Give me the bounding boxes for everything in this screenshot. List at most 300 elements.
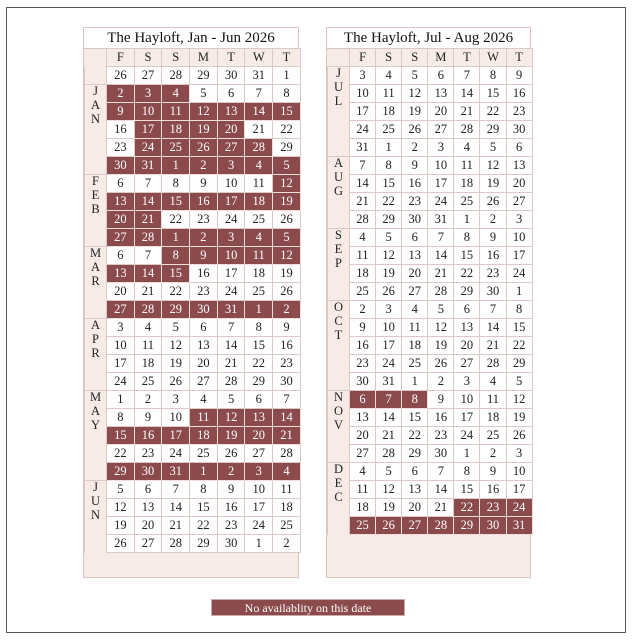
day-cell[interactable]: 22 [376,193,402,211]
day-cell[interactable]: 25 [480,427,506,445]
day-cell-unavailable[interactable]: 29 [162,301,190,319]
day-cell[interactable]: 20 [190,355,218,373]
day-cell[interactable]: 27 [454,355,480,373]
day-cell-unavailable[interactable]: 11 [245,247,273,265]
day-cell[interactable]: 15 [376,175,402,193]
day-cell-unavailable[interactable]: 5 [273,157,301,175]
day-cell[interactable]: 11 [350,247,376,265]
day-cell-unavailable[interactable]: 14 [134,193,162,211]
day-cell[interactable]: 4 [350,229,376,247]
day-cell[interactable]: 10 [245,481,273,499]
day-cell-unavailable[interactable]: 3 [217,229,245,247]
day-cell[interactable]: 22 [162,211,190,229]
day-cell[interactable]: 11 [245,175,273,193]
day-cell[interactable]: 3 [350,67,376,85]
day-cell-unavailable[interactable]: 11 [162,103,190,121]
day-cell[interactable]: 17 [350,103,376,121]
day-cell-unavailable[interactable]: 9 [190,247,218,265]
day-cell[interactable]: 16 [107,121,135,139]
day-cell-unavailable[interactable]: 27 [217,139,245,157]
day-cell[interactable]: 27 [245,445,273,463]
day-cell[interactable]: 13 [134,499,162,517]
day-cell[interactable]: 28 [454,121,480,139]
day-cell[interactable]: 17 [506,481,532,499]
day-cell-unavailable[interactable]: 10 [134,103,162,121]
day-cell[interactable]: 7 [134,175,162,193]
day-cell[interactable]: 28 [428,283,454,301]
day-cell-unavailable[interactable]: 3 [217,157,245,175]
day-cell[interactable]: 9 [273,319,301,337]
day-cell[interactable]: 21 [376,427,402,445]
day-cell[interactable]: 14 [480,319,506,337]
day-cell[interactable]: 21 [350,193,376,211]
day-cell[interactable]: 19 [376,265,402,283]
day-cell-unavailable[interactable]: 13 [107,193,135,211]
day-cell[interactable]: 3 [506,445,532,463]
day-cell[interactable]: 25 [245,283,273,301]
day-cell-unavailable[interactable]: 31 [134,157,162,175]
day-cell[interactable]: 13 [350,409,376,427]
day-cell[interactable]: 13 [190,337,218,355]
day-cell[interactable]: 10 [376,319,402,337]
day-cell[interactable]: 10 [107,337,135,355]
day-cell[interactable]: 4 [376,67,402,85]
day-cell-unavailable[interactable]: 18 [245,193,273,211]
day-cell[interactable]: 22 [245,355,273,373]
day-cell-unavailable[interactable]: 25 [162,139,190,157]
day-cell-unavailable[interactable]: 18 [190,427,218,445]
day-cell[interactable]: 13 [454,319,480,337]
day-cell-unavailable[interactable]: 6 [350,391,376,409]
day-cell[interactable]: 27 [428,121,454,139]
day-cell[interactable]: 12 [428,319,454,337]
day-cell[interactable]: 1 [107,391,135,409]
day-cell[interactable]: 29 [273,139,301,157]
day-cell-unavailable[interactable]: 2 [217,463,245,481]
day-cell-unavailable[interactable]: 27 [107,301,135,319]
day-cell[interactable]: 24 [428,193,454,211]
day-cell[interactable]: 16 [350,337,376,355]
day-cell[interactable]: 21 [480,337,506,355]
day-cell-unavailable[interactable]: 31 [217,301,245,319]
day-cell[interactable]: 29 [480,121,506,139]
day-cell-unavailable[interactable]: 8 [162,247,190,265]
day-cell[interactable]: 10 [506,229,532,247]
day-cell-unavailable[interactable]: 20 [217,121,245,139]
day-cell[interactable]: 24 [162,445,190,463]
day-cell[interactable]: 19 [480,175,506,193]
day-cell[interactable]: 25 [273,517,301,535]
day-cell[interactable]: 14 [376,409,402,427]
day-cell-unavailable[interactable]: 16 [190,193,218,211]
day-cell-unavailable[interactable]: 4 [245,229,273,247]
day-cell[interactable]: 1 [506,283,532,301]
day-cell[interactable]: 12 [480,157,506,175]
day-cell[interactable]: 23 [350,355,376,373]
day-cell[interactable]: 31 [428,211,454,229]
day-cell[interactable]: 7 [454,67,480,85]
day-cell[interactable]: 4 [402,301,428,319]
day-cell[interactable]: 23 [190,211,218,229]
day-cell-unavailable[interactable]: 28 [428,517,454,535]
day-cell-unavailable[interactable]: 29 [454,517,480,535]
day-cell[interactable]: 16 [480,247,506,265]
day-cell[interactable]: 9 [190,175,218,193]
day-cell[interactable]: 30 [428,445,454,463]
day-cell[interactable]: 24 [376,355,402,373]
day-cell[interactable]: 16 [402,175,428,193]
day-cell[interactable]: 7 [480,301,506,319]
day-cell[interactable]: 24 [217,283,245,301]
day-cell[interactable]: 14 [454,85,480,103]
day-cell[interactable]: 13 [402,481,428,499]
day-cell[interactable]: 27 [190,373,218,391]
day-cell[interactable]: 16 [480,481,506,499]
day-cell-unavailable[interactable]: 27 [107,229,135,247]
day-cell[interactable]: 8 [273,85,301,103]
day-cell[interactable]: 1 [402,373,428,391]
day-cell[interactable]: 28 [273,445,301,463]
day-cell-unavailable[interactable]: 14 [273,409,301,427]
day-cell[interactable]: 22 [107,445,135,463]
day-cell[interactable]: 12 [107,499,135,517]
day-cell[interactable]: 23 [480,265,506,283]
day-cell[interactable]: 10 [506,463,532,481]
day-cell[interactable]: 20 [506,175,532,193]
day-cell[interactable]: 24 [454,427,480,445]
day-cell-unavailable[interactable]: 19 [273,193,301,211]
day-cell-unavailable[interactable]: 7 [376,391,402,409]
day-cell[interactable]: 3 [454,373,480,391]
day-cell-unavailable[interactable]: 4 [162,85,190,103]
day-cell[interactable]: 6 [190,319,218,337]
day-cell-unavailable[interactable]: 28 [134,301,162,319]
day-cell[interactable]: 29 [454,283,480,301]
day-cell[interactable]: 3 [376,301,402,319]
day-cell[interactable]: 10 [428,157,454,175]
day-cell[interactable]: 25 [134,373,162,391]
day-cell[interactable]: 4 [350,463,376,481]
day-cell[interactable]: 17 [428,175,454,193]
day-cell[interactable]: 28 [350,211,376,229]
day-cell-unavailable[interactable]: 19 [190,121,218,139]
day-cell[interactable]: 1 [454,445,480,463]
day-cell-unavailable[interactable]: 3 [245,463,273,481]
day-cell[interactable]: 5 [376,463,402,481]
day-cell-unavailable[interactable]: 26 [190,139,218,157]
day-cell[interactable]: 18 [376,103,402,121]
day-cell[interactable]: 18 [350,499,376,517]
day-cell[interactable]: 10 [454,391,480,409]
day-cell[interactable]: 24 [107,373,135,391]
day-cell-unavailable[interactable]: 16 [134,427,162,445]
day-cell[interactable]: 23 [506,103,532,121]
day-cell[interactable]: 30 [273,373,301,391]
day-cell[interactable]: 3 [162,391,190,409]
day-cell[interactable]: 28 [480,355,506,373]
day-cell[interactable]: 18 [245,265,273,283]
day-cell[interactable]: 15 [454,481,480,499]
day-cell[interactable]: 21 [162,517,190,535]
day-cell[interactable]: 2 [350,301,376,319]
day-cell-unavailable[interactable]: 24 [134,139,162,157]
day-cell-unavailable[interactable]: 31 [162,463,190,481]
day-cell-unavailable[interactable]: 12 [190,103,218,121]
day-cell[interactable]: 21 [245,121,273,139]
day-cell[interactable]: 27 [134,67,162,85]
day-cell[interactable]: 27 [350,445,376,463]
day-cell[interactable]: 5 [376,229,402,247]
day-cell[interactable]: 14 [217,337,245,355]
day-cell-unavailable[interactable]: 1 [190,463,218,481]
day-cell[interactable]: 25 [190,445,218,463]
day-cell-unavailable[interactable]: 3 [134,85,162,103]
day-cell[interactable]: 2 [480,445,506,463]
day-cell[interactable]: 29 [506,355,532,373]
day-cell[interactable]: 15 [245,337,273,355]
day-cell-unavailable[interactable]: 17 [217,193,245,211]
day-cell[interactable]: 8 [454,463,480,481]
day-cell[interactable]: 18 [402,337,428,355]
day-cell[interactable]: 8 [245,319,273,337]
day-cell[interactable]: 19 [162,355,190,373]
day-cell[interactable]: 24 [217,211,245,229]
day-cell[interactable]: 22 [454,265,480,283]
day-cell-unavailable[interactable]: 13 [107,265,135,283]
day-cell[interactable]: 23 [134,445,162,463]
day-cell-unavailable[interactable]: 27 [402,517,428,535]
day-cell-unavailable[interactable]: 13 [217,103,245,121]
day-cell[interactable]: 25 [245,211,273,229]
day-cell[interactable]: 7 [134,247,162,265]
day-cell-unavailable[interactable]: 15 [273,103,301,121]
day-cell[interactable]: 5 [506,373,532,391]
day-cell-unavailable[interactable]: 18 [162,121,190,139]
day-cell[interactable]: 9 [350,319,376,337]
day-cell[interactable]: 6 [245,391,273,409]
day-cell[interactable]: 9 [402,157,428,175]
day-cell-unavailable[interactable]: 21 [134,211,162,229]
day-cell-unavailable[interactable]: 2 [273,301,301,319]
day-cell[interactable]: 9 [480,229,506,247]
day-cell-unavailable[interactable]: 24 [506,499,532,517]
day-cell[interactable]: 11 [273,481,301,499]
day-cell[interactable]: 6 [217,85,245,103]
day-cell[interactable]: 25 [350,283,376,301]
day-cell[interactable]: 8 [454,229,480,247]
day-cell[interactable]: 31 [245,67,273,85]
day-cell-unavailable[interactable]: 26 [376,517,402,535]
day-cell[interactable]: 20 [350,427,376,445]
day-cell[interactable]: 28 [162,535,190,553]
day-cell[interactable]: 29 [245,373,273,391]
day-cell-unavailable[interactable]: 15 [162,265,190,283]
day-cell[interactable]: 11 [480,391,506,409]
day-cell-unavailable[interactable]: 10 [217,247,245,265]
day-cell[interactable]: 20 [107,283,135,301]
day-cell[interactable]: 23 [402,193,428,211]
day-cell[interactable]: 29 [190,535,218,553]
day-cell[interactable]: 2 [402,139,428,157]
day-cell[interactable]: 25 [402,355,428,373]
day-cell[interactable]: 20 [134,517,162,535]
day-cell[interactable]: 6 [428,67,454,85]
day-cell[interactable]: 7 [428,229,454,247]
day-cell[interactable]: 5 [428,301,454,319]
day-cell[interactable]: 11 [376,85,402,103]
day-cell[interactable]: 31 [376,373,402,391]
day-cell-unavailable[interactable]: 14 [134,265,162,283]
day-cell[interactable]: 23 [190,283,218,301]
day-cell[interactable]: 28 [162,67,190,85]
day-cell[interactable]: 22 [190,517,218,535]
day-cell[interactable]: 22 [506,337,532,355]
day-cell[interactable]: 20 [454,337,480,355]
day-cell[interactable]: 26 [480,193,506,211]
day-cell[interactable]: 3 [506,211,532,229]
day-cell-unavailable[interactable]: 19 [217,427,245,445]
day-cell-unavailable[interactable]: 4 [273,463,301,481]
day-cell[interactable]: 11 [134,337,162,355]
day-cell[interactable]: 18 [350,265,376,283]
day-cell[interactable]: 9 [217,481,245,499]
day-cell[interactable]: 29 [190,67,218,85]
day-cell[interactable]: 8 [480,67,506,85]
day-cell-unavailable[interactable]: 21 [273,427,301,445]
day-cell[interactable]: 26 [428,355,454,373]
day-cell-unavailable[interactable]: 5 [273,229,301,247]
day-cell[interactable]: 22 [162,283,190,301]
day-cell-unavailable[interactable]: 4 [245,157,273,175]
day-cell[interactable]: 30 [402,211,428,229]
day-cell-unavailable[interactable]: 12 [273,175,301,193]
day-cell-unavailable[interactable]: 22 [454,499,480,517]
day-cell[interactable]: 18 [134,355,162,373]
day-cell-unavailable[interactable]: 2 [190,157,218,175]
day-cell[interactable]: 4 [134,319,162,337]
day-cell[interactable]: 26 [273,211,301,229]
day-cell[interactable]: 8 [107,409,135,427]
day-cell[interactable]: 30 [217,535,245,553]
day-cell[interactable]: 4 [454,139,480,157]
day-cell[interactable]: 7 [273,391,301,409]
day-cell[interactable]: 19 [107,517,135,535]
day-cell[interactable]: 5 [190,85,218,103]
day-cell[interactable]: 10 [217,175,245,193]
day-cell[interactable]: 6 [506,139,532,157]
day-cell[interactable]: 9 [428,391,454,409]
day-cell[interactable]: 21 [428,499,454,517]
day-cell[interactable]: 26 [217,445,245,463]
day-cell[interactable]: 26 [376,283,402,301]
day-cell[interactable]: 23 [428,427,454,445]
day-cell-unavailable[interactable]: 8 [402,391,428,409]
day-cell[interactable]: 13 [428,85,454,103]
day-cell[interactable]: 2 [428,373,454,391]
day-cell[interactable]: 12 [402,85,428,103]
day-cell-unavailable[interactable]: 15 [162,193,190,211]
day-cell[interactable]: 8 [190,481,218,499]
day-cell-unavailable[interactable]: 30 [190,301,218,319]
day-cell-unavailable[interactable]: 12 [217,409,245,427]
day-cell[interactable]: 28 [376,445,402,463]
day-cell[interactable]: 26 [107,535,135,553]
day-cell-unavailable[interactable]: 30 [134,463,162,481]
day-cell[interactable]: 22 [402,427,428,445]
day-cell[interactable]: 7 [428,463,454,481]
day-cell[interactable]: 8 [506,301,532,319]
day-cell[interactable]: 2 [480,211,506,229]
day-cell[interactable]: 20 [402,265,428,283]
day-cell[interactable]: 21 [134,283,162,301]
day-cell-unavailable[interactable]: 20 [245,427,273,445]
day-cell[interactable]: 29 [376,211,402,229]
day-cell[interactable]: 11 [454,157,480,175]
day-cell[interactable]: 31 [350,139,376,157]
day-cell[interactable]: 14 [162,499,190,517]
day-cell[interactable]: 22 [480,103,506,121]
day-cell[interactable]: 27 [506,193,532,211]
day-cell-unavailable[interactable]: 28 [245,139,273,157]
day-cell[interactable]: 16 [273,337,301,355]
day-cell[interactable]: 25 [376,121,402,139]
day-cell-unavailable[interactable]: 23 [480,499,506,517]
day-cell[interactable]: 14 [428,247,454,265]
day-cell-unavailable[interactable]: 28 [134,229,162,247]
day-cell[interactable]: 7 [162,481,190,499]
day-cell[interactable]: 1 [273,67,301,85]
day-cell[interactable]: 2 [273,535,301,553]
day-cell[interactable]: 2 [134,391,162,409]
day-cell-unavailable[interactable]: 29 [107,463,135,481]
day-cell-unavailable[interactable]: 2 [190,229,218,247]
day-cell[interactable]: 15 [402,409,428,427]
day-cell[interactable]: 17 [245,499,273,517]
day-cell[interactable]: 27 [134,535,162,553]
day-cell[interactable]: 30 [506,121,532,139]
day-cell[interactable]: 4 [190,391,218,409]
day-cell[interactable]: 12 [506,391,532,409]
day-cell-unavailable[interactable]: 17 [162,427,190,445]
day-cell[interactable]: 13 [506,157,532,175]
day-cell[interactable]: 20 [428,103,454,121]
day-cell[interactable]: 30 [217,67,245,85]
day-cell-unavailable[interactable]: 30 [480,517,506,535]
day-cell[interactable]: 12 [162,337,190,355]
day-cell[interactable]: 6 [402,463,428,481]
day-cell[interactable]: 3 [107,319,135,337]
day-cell-unavailable[interactable]: 31 [506,517,532,535]
day-cell[interactable]: 20 [402,499,428,517]
day-cell-unavailable[interactable]: 13 [245,409,273,427]
day-cell-unavailable[interactable]: 15 [107,427,135,445]
day-cell[interactable]: 17 [506,247,532,265]
day-cell[interactable]: 15 [190,499,218,517]
day-cell[interactable]: 19 [273,265,301,283]
day-cell[interactable]: 4 [480,373,506,391]
day-cell[interactable]: 12 [376,481,402,499]
day-cell-unavailable[interactable]: 25 [350,517,376,535]
day-cell[interactable]: 14 [350,175,376,193]
day-cell[interactable]: 30 [480,283,506,301]
day-cell[interactable]: 24 [350,121,376,139]
day-cell[interactable]: 11 [402,319,428,337]
day-cell[interactable]: 24 [506,265,532,283]
day-cell[interactable]: 5 [107,481,135,499]
day-cell-unavailable[interactable]: 1 [162,229,190,247]
day-cell[interactable]: 19 [402,103,428,121]
day-cell-unavailable[interactable]: 30 [107,157,135,175]
